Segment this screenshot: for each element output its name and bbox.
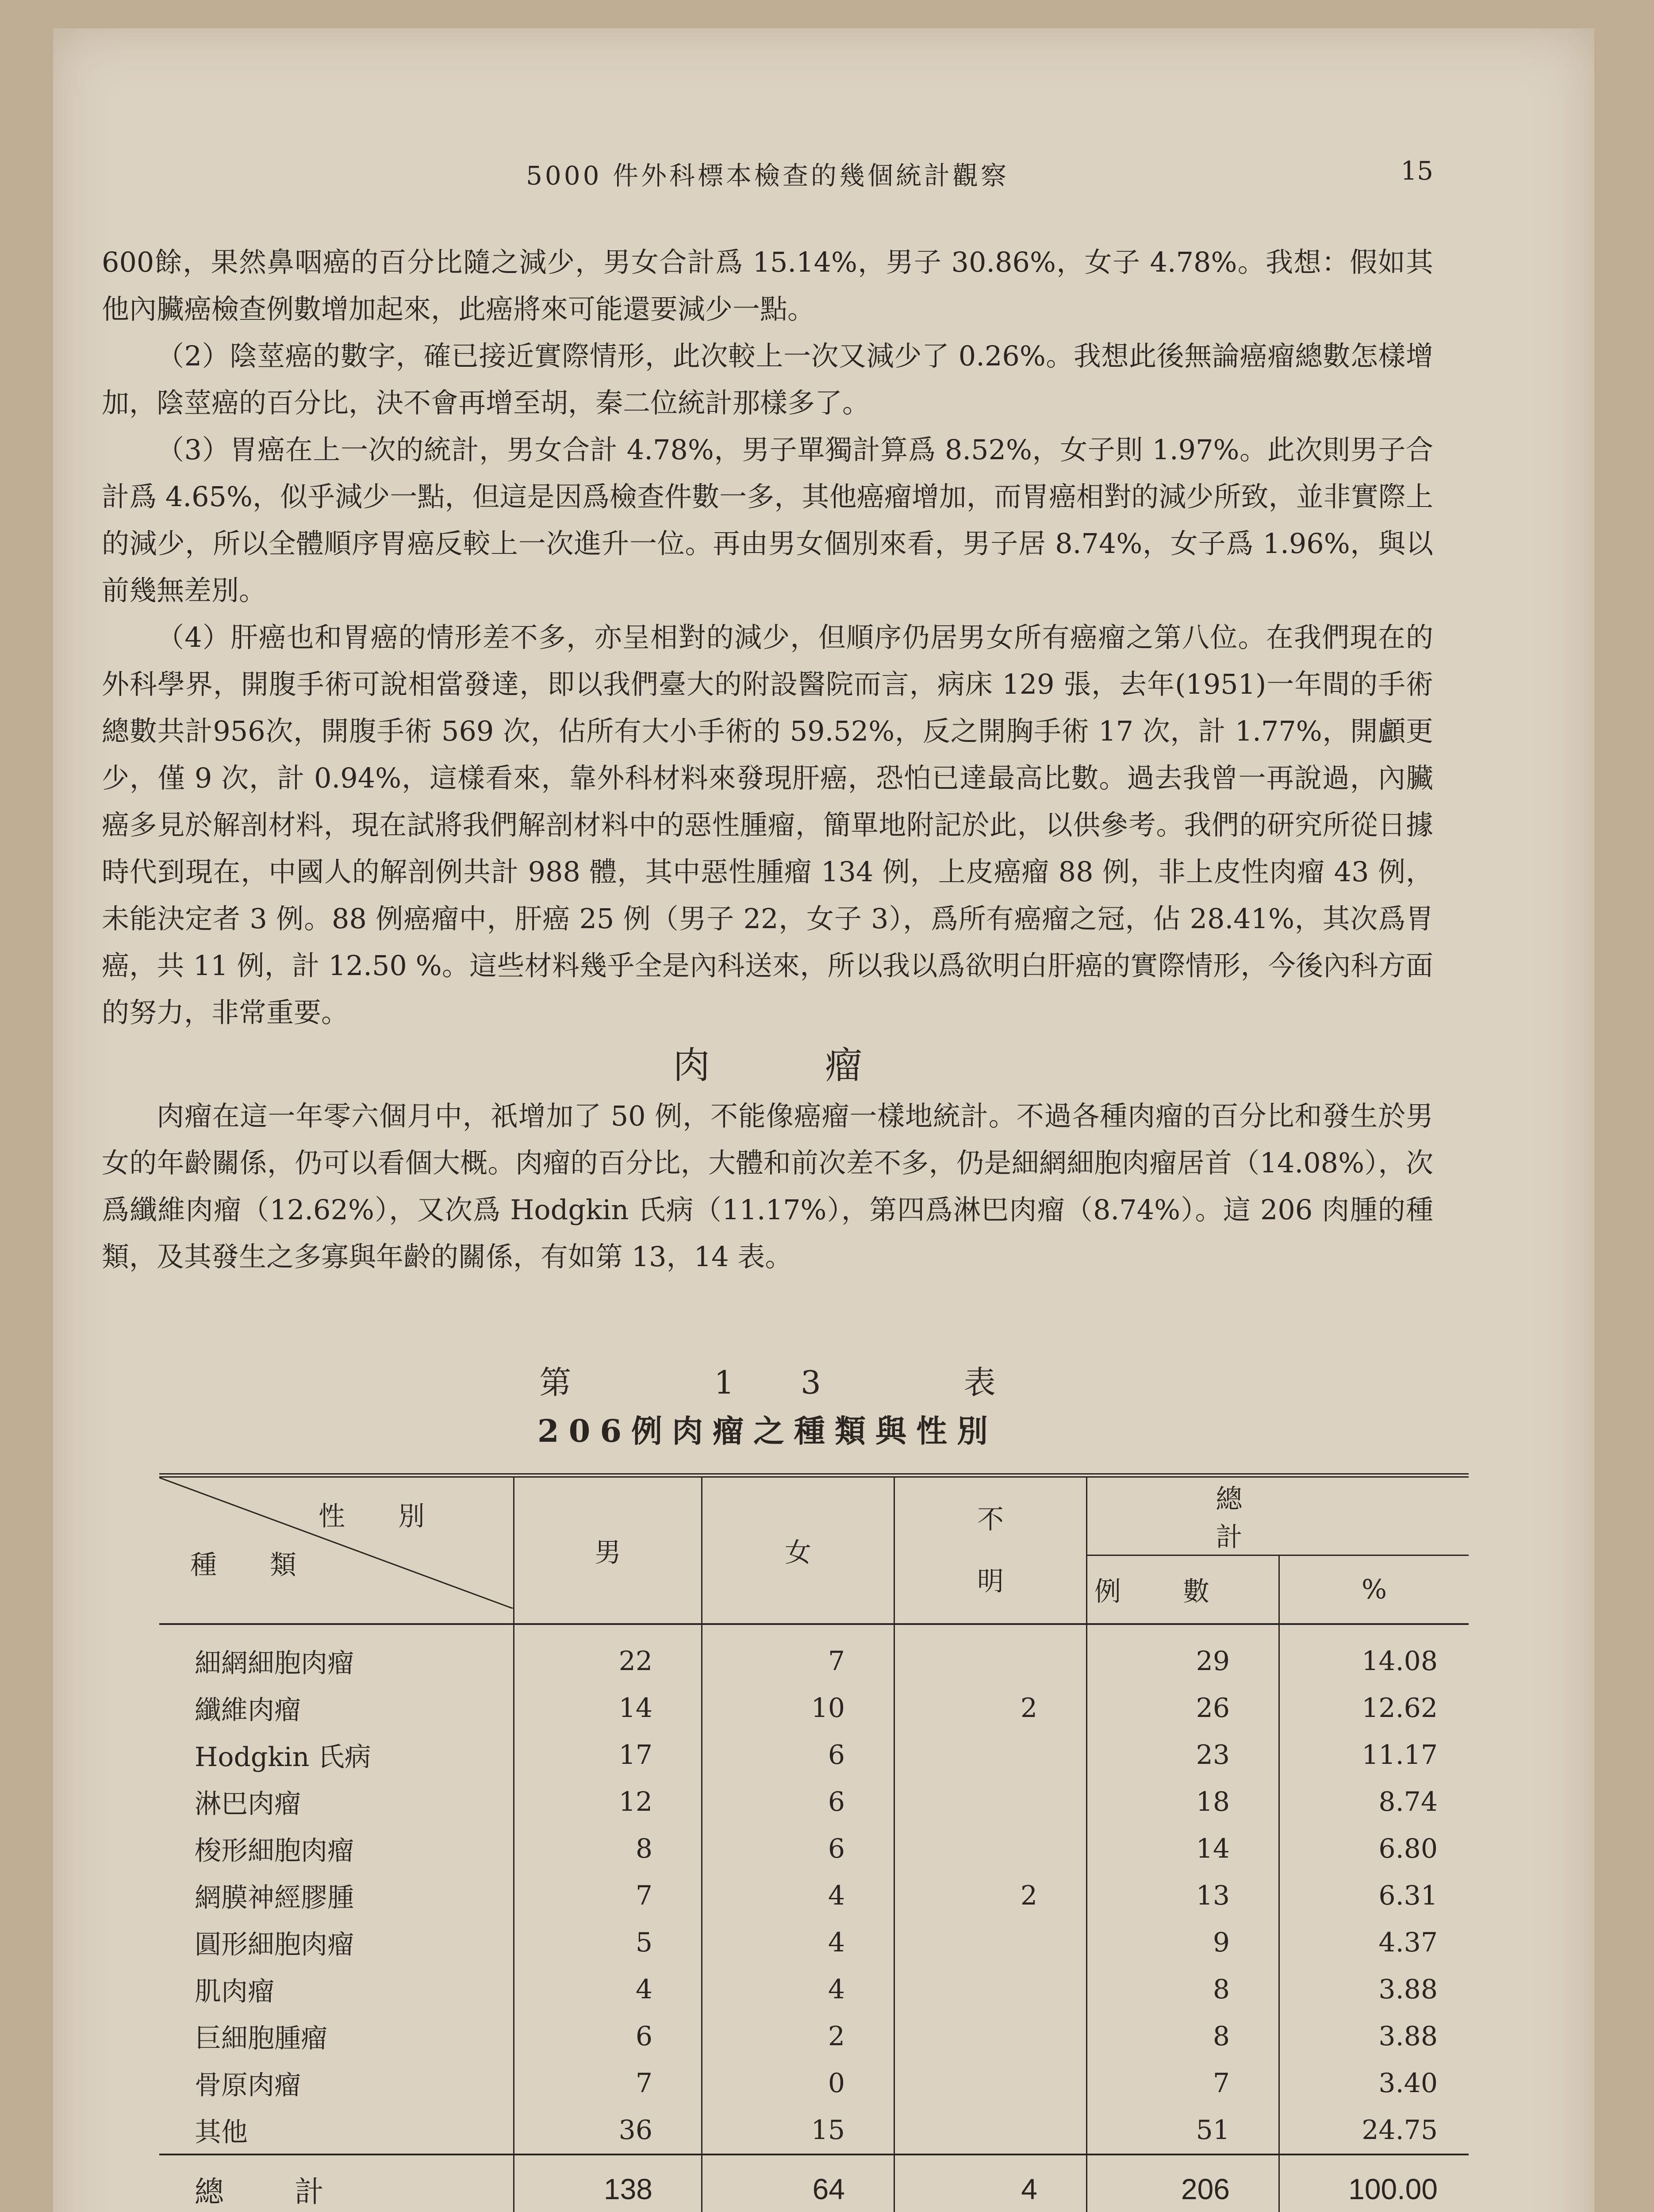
- row-male: 6: [514, 2013, 702, 2060]
- row-male: 36: [514, 2107, 702, 2154]
- row-unknown: 2: [894, 1872, 1087, 1919]
- total-unknown: 4: [894, 2154, 1087, 2212]
- header-total: 總計: [1087, 1475, 1469, 1555]
- row-name: 骨原肉瘤: [159, 2060, 514, 2107]
- row-percent: 6.80: [1378, 1833, 1438, 1864]
- header-female: 女: [702, 1475, 894, 1624]
- header-sex: 性別: [319, 1501, 478, 1532]
- table-row: [159, 1872, 1469, 1919]
- row-cases: 29: [1087, 1624, 1279, 1685]
- table-row: [159, 1966, 1469, 2013]
- row-name: 梭形細胞肉瘤: [159, 1825, 514, 1872]
- row-male: 7: [514, 2060, 702, 2107]
- total-male: 138: [514, 2154, 702, 2212]
- row-unknown: [894, 2107, 1087, 2154]
- row-female: 0: [702, 2060, 894, 2107]
- table-caption: [102, 1358, 1433, 1455]
- row-female: 7: [702, 1624, 894, 1685]
- body-text: [102, 239, 1433, 1280]
- row-name: 細網細胞肉瘤: [159, 1624, 514, 1685]
- row-cases: 8: [1087, 2013, 1279, 2060]
- row-cases: 18: [1087, 1778, 1279, 1825]
- row-percent: 3.88: [1378, 1974, 1438, 2005]
- row-unknown: [894, 1732, 1087, 1778]
- paragraph-4: （4）肝癌也和胃癌的情形差不多，亦呈相對的減少，但順序仍居男女所有癌瘤之第八位。在我們現在的外科學界，開腹手術可說相當發達，即以我們臺大的附設醫院而言，病床 129 張，去年(1951)一年間的手術總數共計956次，開腹手術 569 次，佔所有大小手術的 59.52%，反之開胸手術 17 次，計 1.77%，開顱更少，僅 9 次，計 0.94%，這樣看來，靠外科材料來發現肝癌，恐怕已達最高比數。過去我曾一再說過，內臟癌多見於解剖材料，現在試將我們解剖材料中的惡性腫瘤，簡單地附記於此，以供參考。我們的研究所從日據時代到現在，中國人的解剖例共計 988 體，其中惡性腫瘤 134 例，上皮癌瘤 88 例，非上皮性肉瘤 43 例，未能決定者 3 例。88 例癌瘤中，肝癌 25 例（男子 22，女子 3），爲所有癌瘤之冠，佔 28.41%，其次爲胃癌，共 11 例，計 12.50 %。這些材料幾乎全是內科送來，所以我以爲欲明白肝癌的實際情形，今後內科方面的努力，非常重要。: [102, 621, 1433, 1029]
- row-percent: 4.37: [1378, 1927, 1438, 1958]
- table-row: [159, 2060, 1469, 2107]
- row-unknown: [894, 2013, 1087, 2060]
- row-unknown: [894, 2060, 1087, 2107]
- row-percent: 3.88: [1378, 2021, 1438, 2052]
- row-name: 其他: [159, 2107, 514, 2154]
- table-row: [159, 2107, 1469, 2154]
- table-title: 206例肉瘤之種類與性別: [537, 1413, 998, 1449]
- paragraph-1: 600餘，果然鼻咽癌的百分比隨之減少，男女合計爲 15.14%，男子 30.86%，女子 4.78%。我想：假如其他內臟癌檢查例數增加起來，此癌將來可能還要減少一點。: [102, 246, 1433, 325]
- total-name: 總計: [159, 2154, 514, 2212]
- row-female: 10: [702, 1685, 894, 1732]
- sarcoma-table: [159, 1473, 1469, 2212]
- total-percent: 100.00: [1279, 2154, 1469, 2212]
- table-row: [159, 2013, 1469, 2060]
- row-male: 14: [514, 1685, 702, 1732]
- row-percent: 6.31: [1378, 1880, 1438, 1911]
- table-row: [159, 1825, 1469, 1872]
- row-female: 6: [702, 1732, 894, 1778]
- total-row: [159, 2154, 1469, 2212]
- row-male: 8: [514, 1825, 702, 1872]
- row-percent: 11.17: [1362, 1740, 1438, 1770]
- row-female: 6: [702, 1825, 894, 1872]
- row-name: 淋巴肉瘤: [159, 1778, 514, 1825]
- row-male: 22: [514, 1624, 702, 1685]
- row-name: Hodgkin 氏病: [159, 1732, 514, 1778]
- row-unknown: [894, 1966, 1087, 2013]
- row-percent: 14.08: [1362, 1646, 1438, 1677]
- row-name: 網膜神經膠腫: [159, 1872, 514, 1919]
- row-percent: 24.75: [1362, 2115, 1438, 2146]
- header-percent: %: [1279, 1555, 1469, 1624]
- section-paragraph: 肉瘤在這一年零六個月中，祇增加了 50 例，不能像癌瘤一樣地統計。不過各種肉瘤的百分比和發生於男女的年齡關係，仍可以看個大概。肉瘤的百分比，大體和前次差不多，仍是細網細胞肉瘤居首（14.08%），次爲纖維肉瘤（12.62%），又次爲 Hodgkin 氏病（11.17%），第四爲淋巴肉瘤（8.74%）。這 206 肉腫的種類，及其發生之多寡與年齡的關係，有如第 13，14 表。: [102, 1100, 1433, 1273]
- table-number: 第 13 表: [539, 1364, 1062, 1401]
- table-row: [159, 1685, 1469, 1732]
- page-header: [102, 146, 1433, 190]
- total-cases: 206: [1087, 2154, 1279, 2212]
- header-unknown: [894, 1475, 1087, 1624]
- running-title: 5000 件外科標本檢查的幾個統計觀察: [526, 161, 1009, 191]
- table-row: [159, 1624, 1469, 1685]
- row-cases: 26: [1087, 1685, 1279, 1732]
- row-cases: 13: [1087, 1872, 1279, 1919]
- row-unknown: 2: [894, 1685, 1087, 1732]
- paragraph-3: （3）胃癌在上一次的統計，男女合計 4.78%，男子單獨計算爲 8.52%，女子則 1.97%。此次則男子合計爲 4.65%，似乎減少一點，但這是因爲檢查件數一多，其他癌瘤增加，而胃癌相對的減少所致，並非實際上的減少，所以全體順序胃癌反較上一次進升一位。再由男女個別來看，男子居 8.74%，女子爲 1.96%，與以前幾無差別。: [102, 434, 1433, 607]
- row-percent: 12.62: [1362, 1693, 1438, 1724]
- row-cases: 7: [1087, 2060, 1279, 2107]
- diagonal-header-cell: [159, 1475, 514, 1624]
- row-cases: 14: [1087, 1825, 1279, 1872]
- header-unknown-line-1: 不: [977, 1504, 1004, 1535]
- row-cases: 9: [1087, 1919, 1279, 1966]
- row-percent: 8.74: [1378, 1786, 1438, 1817]
- row-name: 圓形細胞肉瘤: [159, 1919, 514, 1966]
- row-male: 12: [514, 1778, 702, 1825]
- row-male: 17: [514, 1732, 702, 1778]
- header-type: 種類: [190, 1550, 349, 1581]
- row-female: 2: [702, 2013, 894, 2060]
- row-male: 7: [514, 1872, 702, 1919]
- row-name: 巨細胞腫瘤: [159, 2013, 514, 2060]
- table-row: [159, 1919, 1469, 1966]
- row-female: 4: [702, 1919, 894, 1966]
- row-male: 4: [514, 1966, 702, 2013]
- total-female: 64: [702, 2154, 894, 2212]
- row-unknown: [894, 1825, 1087, 1872]
- header-male: 男: [514, 1475, 702, 1624]
- row-male: 5: [514, 1919, 702, 1966]
- header-unknown-line-2: 明: [977, 1566, 1004, 1597]
- row-name: 纖維肉瘤: [159, 1685, 514, 1732]
- table-row: [159, 1778, 1469, 1825]
- row-female: 4: [702, 1966, 894, 2013]
- page-number: 15: [1401, 156, 1433, 186]
- row-unknown: [894, 1919, 1087, 1966]
- row-female: 4: [702, 1872, 894, 1919]
- paragraph-2: （2）陰莖癌的數字，確已接近實際情形，此次較上一次又減少了 0.26%。我想此後無論癌瘤總數怎樣增加，陰莖癌的百分比，決不會再增至胡，秦二位統計那樣多了。: [102, 340, 1433, 419]
- row-female: 15: [702, 2107, 894, 2154]
- row-cases: 23: [1087, 1732, 1279, 1778]
- section-heading: 肉瘤: [672, 1044, 977, 1087]
- table-row: [159, 1732, 1469, 1778]
- row-cases: 8: [1087, 1966, 1279, 2013]
- row-unknown: [894, 1624, 1087, 1685]
- row-female: 6: [702, 1778, 894, 1825]
- row-name: 肌肉瘤: [159, 1966, 514, 2013]
- header-cases: 例數: [1087, 1555, 1279, 1624]
- row-unknown: [894, 1778, 1087, 1825]
- row-percent: 3.40: [1378, 2068, 1438, 2099]
- row-cases: 51: [1087, 2107, 1279, 2154]
